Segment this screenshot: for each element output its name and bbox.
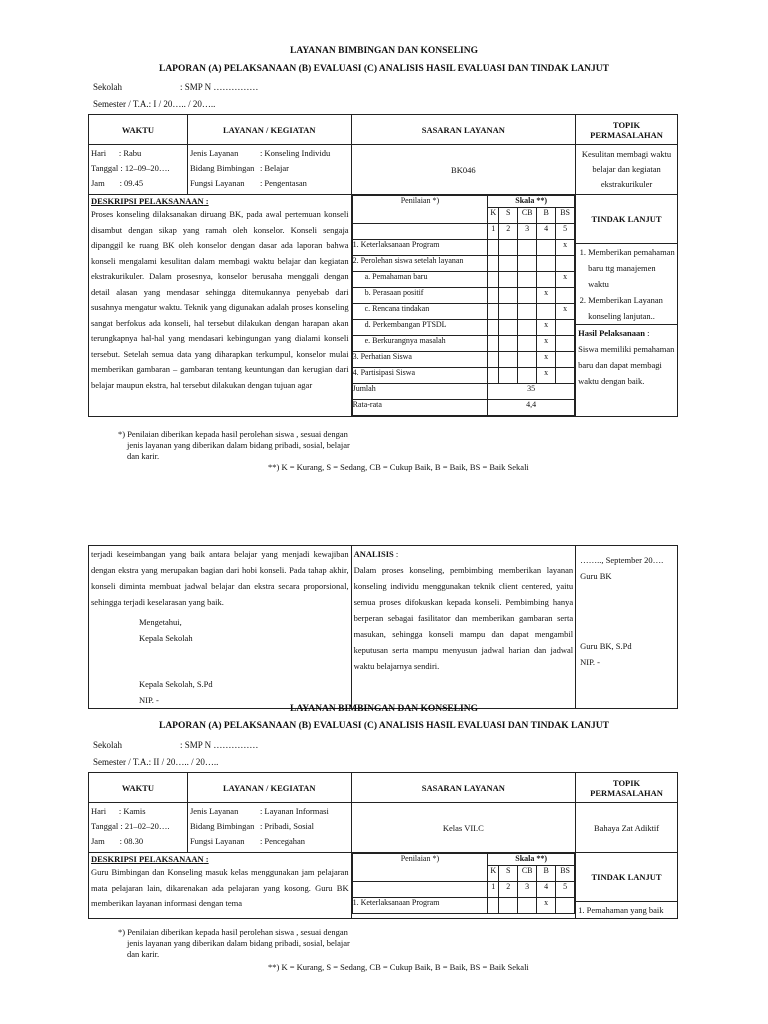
layanan-fungsi-key: Fungsi Layanan (189, 178, 245, 188)
eval-mark-cell (556, 336, 575, 352)
eval-mark-cell (556, 368, 575, 384)
deskripsi2-cell: DESKRIPSI PELAKSANAAN : Guru Bimbingan dan Konseling masuk kelas menggunakan jam pelajaran mata pelajaran lain, dikarenakan ada pelajaran yang kosong. Guru BK memberikan layanan informasi dengan tema (89, 853, 352, 919)
header-layanan: LAYANAN / KEGIATAN (187, 115, 351, 145)
eval-mark-cell (488, 256, 499, 272)
skala-num-4: 4 (537, 224, 556, 240)
skala-num-3: 3 (518, 882, 537, 898)
eval-mark-cell: x (537, 368, 556, 384)
eval-mark-cell (556, 288, 575, 304)
eval-mark-cell (499, 256, 518, 272)
eval-row-label: 1. Keterlaksanaan Program (352, 240, 488, 256)
deskripsi2-text: Guru Bimbingan dan Konseling masuk kelas menggunakan jam pelajaran mata pelajaran lain, dikarenakan ada pelajaran yang kosong. Guru BK memberikan layanan informasi dengan tema (91, 867, 349, 908)
evaluasi2-cell (351, 853, 576, 919)
layanan2-cell (187, 803, 351, 853)
deskripsi-cell: DESKRIPSI PELAKSANAAN : Proses konseling dilaksanakan diruang BK, pada awal pertemuan konseli disambut dengan sikap yang ramah oleh konselor. Konseli sengaja dipanggil ke ruang BK oleh konselor dengan dasar ada laporan bahwa konseli mengalami kesulitan dalam membagi waktu belajar dan kegiatan ekstrakurikuler. Dalam prosesnya, konselor berusaha menggali dengan detail alasan yang mendasar sehingga ditemukannya penyebab dari susahnya mengatur waktu. Teknik yang digunakan adalah proses konseling sangat berfokus ada konseli, hal tersebut dilakukan dengan harapan akan terungkapnya hal-hal yang mendasari kebingungan yang dialami konseli tersebut. Setelah semua data yang diharapkan terkumpul, konselor mulai memberikan gambaran – gambaran tentang keuntungan dan kerugian dari belajar maupun ekstra, hal tersebut dilakukan dengan tujuan agar (89, 195, 352, 417)
skala-col-s: S (499, 208, 518, 224)
evaluasi-cell (351, 195, 576, 417)
deskripsi2-label: DESKRIPSI PELAKSANAAN (91, 854, 204, 864)
header-topik: TOPIK PERMASALAHAN (576, 115, 678, 145)
kepala-sekolah-name: Kepala Sekolah, S.Pd (139, 679, 213, 689)
tindak-item-2: 2. Memberikan Layanan konseling lanjutan.. (588, 292, 677, 324)
skala-col-cb: CB (518, 866, 537, 882)
eval-mark-cell (499, 320, 518, 336)
layanan-bidang-value: : Belajar (259, 163, 289, 173)
layanan-bidang-key: Bidang Bimbingan (189, 163, 255, 173)
waktu-hari: Hari : Rabu (91, 148, 142, 158)
guru-bk-label: Guru BK (580, 571, 612, 581)
eval-mark-cell (518, 336, 537, 352)
header2-sasaran: SASARAN LAYANAN (351, 773, 576, 803)
waktu2-cell (89, 803, 188, 853)
eval-mark-cell (518, 368, 537, 384)
eval-row (352, 256, 575, 272)
eval-mark-cell (488, 320, 499, 336)
layanan-fungsi-value: : Pengentasan (259, 178, 307, 188)
hasil-text: Siswa memiliki pemahaman baru dan dapat membagi waktu dengan baik. (578, 344, 675, 386)
skala-num-2: 2 (499, 224, 518, 240)
tindak-cell: TINDAK LANJUT 1. Memberikan pemahaman baru ttg manajemen waktu 2. Memberikan Layanan konseling lanjutan.. Hasil Pelaksanaan : Siswa memiliki pemahaman baru dan dapat membagi waktu dengan baik. (576, 195, 678, 417)
eval-mark-cell (537, 240, 556, 256)
continuation-cell (89, 546, 352, 709)
skala-num-2: 2 (499, 882, 518, 898)
eval-mark-cell (556, 320, 575, 336)
layanan2-jenis-value: : Layanan Informasi (259, 806, 329, 816)
eval-row-label: a. Pemahaman baru (352, 272, 488, 288)
eval-row-label: c. Rencana tindakan (352, 304, 488, 320)
tindak-list (576, 244, 677, 325)
footnote-3: dan karir. (127, 451, 160, 461)
topik2-value: Bahaya Zat Adiktif (576, 803, 678, 853)
eval-row-label: e. Berkurangnya masalah (352, 336, 488, 352)
eval-mark-cell (488, 336, 499, 352)
layanan2-bidang-key: Bidang Bimbingan (189, 821, 255, 831)
eval-mark-cell (499, 368, 518, 384)
topik-value: Kesulitan membagi waktu belajar dan kegiatan ekstrakurikuler (576, 145, 678, 195)
rata-value: 4,4 (488, 400, 575, 416)
eval-mark-cell (499, 352, 518, 368)
skala-col-bs: BS (556, 208, 575, 224)
layanan2-fungsi-value: : Pencegahan (259, 836, 306, 846)
eval-row (352, 368, 575, 384)
mengetahui: Mengetahui, (139, 617, 182, 627)
sasaran2-value: Kelas VII.C (351, 803, 576, 853)
eval-mark-cell (488, 272, 499, 288)
eval-row (352, 288, 575, 304)
penilaian2-label: Penilaian *) (352, 854, 488, 882)
skala-col-b: B (537, 208, 556, 224)
sasaran-value: BK046 (351, 145, 576, 195)
skala-num-3: 3 (518, 224, 537, 240)
guru-bk-name: Guru BK, S.Pd (580, 641, 632, 651)
eval-row-label: 2. Perolehan siswa setelah layanan (352, 256, 488, 272)
skala-num-4: 4 (537, 882, 556, 898)
eval-mark-cell (488, 288, 499, 304)
skala-num-1: 1 (488, 224, 499, 240)
report2-semester: Semester / T.A.: II / 20….. / 20….. (93, 757, 219, 767)
skala-col-cb: CB (518, 208, 537, 224)
eval-mark-cell (499, 288, 518, 304)
eval-row-label: b. Perasaan positif (352, 288, 488, 304)
eval-mark-cell (488, 304, 499, 320)
eval-mark-cell (518, 304, 537, 320)
eval-row (352, 304, 575, 320)
header2-layanan: LAYANAN / KEGIATAN (187, 773, 351, 803)
eval-row-label: d. Perkembangan PTSDL (352, 320, 488, 336)
eval-mark-cell: x (556, 272, 575, 288)
eval2-row-label: 1. Keterlaksanaan Program (352, 898, 488, 914)
analisis-cell: ANALISIS : Dalam proses konseling, pembimbing memberikan layanan konseling individu menggunakan teknik client centered, yaitu semua proses difokuskan kepada konseli. Pembimbing hanya berperan sebagai fasilitator dan memberikan gambaran serta masukan, sehingga konseli mampu dan dapat mengambil keputusan serta mampu menyusun jadwal harian dan jadwal waktu belajarnya sendiri. (351, 546, 576, 709)
report1-table (88, 114, 678, 417)
eval-mark-cell: x (537, 288, 556, 304)
penilaian-label: Penilaian *) (352, 196, 488, 224)
eval-mark-cell (537, 256, 556, 272)
waktu2-hari: Hari : Kamis (91, 806, 146, 816)
eval-mark-cell (499, 304, 518, 320)
header-waktu: WAKTU (89, 115, 188, 145)
eval-row (352, 320, 575, 336)
waktu2-jam: Jam : 08.30 (91, 836, 144, 846)
hasil-label: Hasil Pelaksanaan (578, 328, 645, 338)
evaluasi2-table (352, 853, 576, 914)
footnote-scale: **) K = Kurang, S = Sedang, CB = Cukup Baik, B = Baik, BS = Baik Sekali (268, 462, 529, 472)
footnote-2: jenis layanan yang diberikan dalam bidang pribadi, sosial, belajar (127, 440, 350, 450)
skala-num-5: 5 (556, 882, 575, 898)
waktu-jam: Jam : 09.45 (91, 178, 144, 188)
tindak-item-1: 1. Memberikan pemahaman baru ttg manajemen waktu (588, 244, 677, 292)
analisis-text: Dalam proses konseling, pembimbing memberikan layanan konseling individu menggunakan teknik client centered, yaitu semua proses difokuskan kepada konseli. Pembimbing hanya berperan sebagai fasilitator dan memberikan gambaran serta masukan, sehingga konseli mampu dan dapat mengambil keputusan serta mampu menyusun jadwal harian dan jadwal waktu belajarnya sendiri. (353, 565, 574, 671)
report1-sekolah-label: Sekolah (93, 82, 122, 92)
eval-mark-cell (488, 352, 499, 368)
report2-sekolah-value: : SMP N …………… (180, 740, 259, 750)
skala-num-1: 1 (488, 882, 499, 898)
report1-subtitle: LAPORAN (A) PELAKSANAAN (B) EVALUASI (C) ANALISIS HASIL EVALUASI DAN TINDAK LANJUT (158, 64, 609, 74)
eval-mark-cell: x (537, 352, 556, 368)
footnote2-3: dan karir. (127, 949, 160, 959)
eval-mark-cell (537, 304, 556, 320)
eval2-mark-cell (499, 898, 518, 914)
analisis-label: ANALISIS (353, 549, 394, 559)
footnote2-scale: **) K = Kurang, S = Sedang, CB = Cukup Baik, B = Baik, BS = Baik Sekali (268, 962, 529, 972)
rata-label: Rata-rata (352, 400, 488, 416)
skala-col-s: S (499, 866, 518, 882)
skala-num-5: 5 (556, 224, 575, 240)
jumlah-label: Jumlah (352, 384, 488, 400)
eval-row-label: 4. Partisipasi Siswa (352, 368, 488, 384)
eval-row-label: 3. Perhatian Siswa (352, 352, 488, 368)
skala-col-b: B (537, 866, 556, 882)
eval-mark-cell (499, 240, 518, 256)
layanan-jenis-value: : Konseling Individu (259, 148, 331, 158)
eval-mark-cell (537, 272, 556, 288)
layanan-jenis-key: Jenis Layanan (189, 148, 239, 158)
tindak2-item-1: 1. Pemahaman yang baik (578, 905, 664, 915)
eval-mark-cell (499, 272, 518, 288)
report2-title: LAYANAN BIMBINGAN DAN KONSELING (289, 704, 478, 714)
report2-subtitle: LAPORAN (A) PELAKSANAAN (B) EVALUASI (C) ANALISIS HASIL EVALUASI DAN TINDAK LANJUT (158, 721, 609, 731)
guru-bk-nip: NIP. - (580, 657, 600, 667)
footnote2-1: *) Penilaian diberikan kepada hasil perolehan siswa , sesuai dengan (118, 927, 348, 937)
skala-label: Skala **) (488, 196, 575, 208)
footnote2-2: jenis layanan yang diberikan dalam bidang pribadi, sosial, belajar (127, 938, 350, 948)
eval-mark-cell (518, 272, 537, 288)
eval-mark-cell (499, 336, 518, 352)
layanan2-fungsi-key: Fungsi Layanan (189, 836, 245, 846)
eval-mark-cell: x (556, 240, 575, 256)
eval-mark-cell (518, 256, 537, 272)
report1-semester: Semester / T.A.: I / 20….. / 20….. (93, 99, 216, 109)
waktu-tanggal: Tanggal : 12–09–20…. (91, 163, 170, 173)
eval2-mark-cell (488, 898, 499, 914)
eval-mark-cell (518, 352, 537, 368)
eval-mark-cell (518, 240, 537, 256)
eval-mark-cell (556, 256, 575, 272)
header2-topik: TOPIK PERMASALAHAN (576, 773, 678, 803)
eval-mark-cell (488, 368, 499, 384)
report2-sekolah-label: Sekolah (93, 740, 122, 750)
kepala-sekolah-label: Kepala Sekolah (139, 633, 193, 643)
continuation-text: terjadi keseimbangan yang baik antara belajar yang menjadi kewajiban dengan ekstra yang merupakan bagian dari hobi konseli. Pada tahap akhir, konseli diminta membuat jadwal belajar dan ekstra secara proporsional, sehingga terjadi keselarasan yang baik. (91, 549, 349, 607)
eval-mark-cell: x (556, 304, 575, 320)
eval-mark-cell: x (537, 336, 556, 352)
deskripsi-text: Proses konseling dilaksanakan diruang BK, pada awal pertemuan konseli disambut dengan sikap yang ramah oleh konselor. Konseli sengaja dipanggil ke ruang BK oleh konselor dengan dasar ada laporan bahwa konseli mengalami kesulitan dalam membagi waktu belajar dan kegiatan ekstrakurikuler. Dalam prosesnya, konselor berusaha menggali dengan detail alasan yang mendasar sehingga ditemukannya penyebab dari susahnya mengatur waktu. Teknik yang digunakan adalah proses konseling sangat berfokus ada konseli, hal tersebut dilakukan dengan harapan akan terungkapnya hal-hal yang mendasari kebingungan yang dialami konseli tersebut. Setelah semua data yang diharapkan terkumpul, konselor mulai memberikan gambaran – gambaran tentang keuntungan dan kerugian dari belajar maupun ekstra, hal tersebut dilakukan dengan tujuan agar (91, 209, 349, 390)
kepala-sekolah-nip: NIP. - (139, 695, 159, 705)
layanan2-bidang-value: : Pribadi, Sosial (259, 821, 315, 831)
report1-title: LAYANAN BIMBINGAN DAN KONSELING (289, 46, 478, 56)
eval-mark-cell (488, 240, 499, 256)
eval2-mark-cell: x (537, 898, 556, 914)
layanan2-jenis-key: Jenis Layanan (189, 806, 239, 816)
eval-mark-cell (556, 352, 575, 368)
eval-mark-cell (518, 288, 537, 304)
skala-col-bs: BS (556, 866, 575, 882)
eval2-mark-cell (556, 898, 575, 914)
eval-mark-cell: x (537, 320, 556, 336)
waktu2-tanggal: Tanggal : 21–02–20…. (91, 821, 170, 831)
eval-row (352, 336, 575, 352)
eval-row (352, 352, 575, 368)
waktu-cell (89, 145, 188, 195)
layanan-cell (187, 145, 351, 195)
jumlah-value: 35 (488, 384, 575, 400)
skala2-label: Skala **) (488, 854, 575, 866)
footnote-1: *) Penilaian diberikan kepada hasil perolehan siswa , sesuai dengan (118, 429, 348, 439)
skala-col-k: K (488, 208, 499, 224)
header-sasaran: SASARAN LAYANAN (351, 115, 576, 145)
continuation-table (88, 545, 678, 709)
tindak-label: TINDAK LANJUT (576, 195, 677, 244)
signature-date: …….., September 20…. (580, 555, 664, 565)
deskripsi-label: DESKRIPSI PELAKSANAAN (91, 196, 204, 206)
header2-waktu: WAKTU (89, 773, 188, 803)
skala-col-k: K (488, 866, 499, 882)
eval-row (352, 272, 575, 288)
report1-sekolah-value: : SMP N …………… (180, 82, 259, 92)
signature-cell (576, 546, 678, 709)
eval-row (352, 240, 575, 256)
report2-table (88, 772, 678, 919)
eval-mark-cell (518, 320, 537, 336)
tindak2-label: TINDAK LANJUT (576, 853, 677, 902)
evaluasi-table (352, 195, 576, 416)
tindak2-cell (576, 853, 678, 919)
eval2-mark-cell (518, 898, 537, 914)
